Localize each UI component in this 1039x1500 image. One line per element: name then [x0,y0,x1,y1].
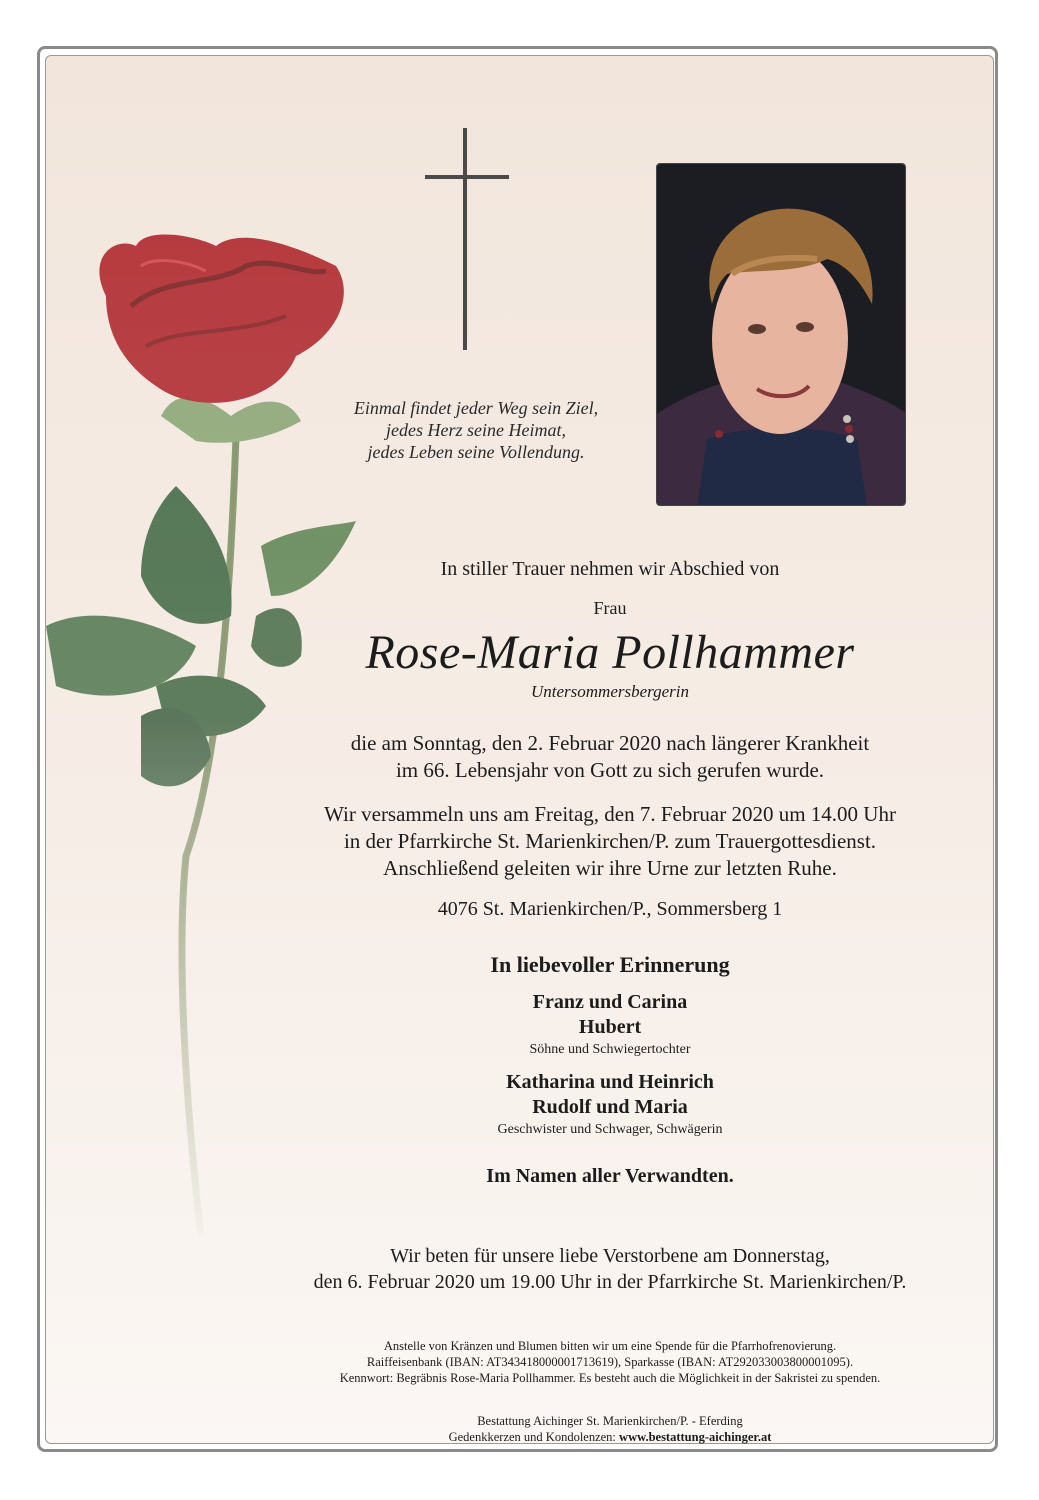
prayer-info [270,1243,950,1295]
footer [270,1413,950,1445]
deceased-name: Rose-Maria Pollhammer [365,626,855,679]
family-name: Katharina und Heinrich [506,1071,714,1093]
verse-line: jedes Herz seine Heimat, [386,420,566,440]
family-relation: Geschwister und Schwager, Schwägerin [497,1122,723,1137]
prayer-line: Wir beten für unsere liebe Verstorbene am Donnerstag, [390,1245,830,1267]
death-notice-line: im 66. Lebensjahr von Gott zu sich gerufen wurde. [395,758,825,782]
footer-prefix: Gedenkkerzen und Kondolenzen: [448,1430,620,1444]
family-name: Hubert [578,1016,642,1038]
donation-line: Kennwort: Begräbnis Rose-Maria Pollhammer. Es besteht auch die Möglichkeit in der Sakristei zu spenden. [339,1371,881,1385]
verse-line: Einmal findet jeder Weg sein Ziel, [353,398,599,418]
address: 4076 St. Marienkirchen/P., Sommersberg 1 [437,898,783,920]
footer-line: Bestattung Aichinger St. Marienkirchen/P. - Eferding [477,1414,743,1428]
intro-text: In stiller Trauer nehmen wir Abschied von [440,558,780,580]
portrait-photo [656,163,906,506]
all-relatives: Im Namen aller Verwandten. [486,1165,734,1187]
salutation: Frau [593,598,627,618]
service-line: Wir versammeln uns am Freitag, den 7. Februar 2020 um 14.00 Uhr [324,802,896,826]
donation-line: Anstelle von Kränzen und Blumen bitten wir um eine Spende für die Pfarrhofrenovierung. [383,1339,837,1353]
family-group [270,1070,950,1139]
family-name: Franz und Carina [532,991,688,1013]
family-name: Rudolf und Maria [532,1096,688,1118]
donation-info [270,1338,950,1386]
cross-icon [425,128,509,350]
death-notice [270,730,950,784]
death-notice-line: die am Sonntag, den 2. Februar 2020 nach längerer Krankheit [350,731,870,755]
service-line: Anschließend geleiten wir ihre Urne zur letzten Ruhe. [383,856,837,880]
website-link[interactable]: www.bestattung-aichinger.at [619,1430,772,1444]
verse-line: jedes Leben seine Vollendung. [367,442,585,462]
prayer-line: den 6. Februar 2020 um 19.00 Uhr in der Pfarrkirche St. Marienkirchen/P. [313,1271,907,1293]
service-line: in der Pfarrkirche St. Marienkirchen/P. zum Trauergottesdienst. [343,829,877,853]
family-relation: Söhne und Schwiegertochter [529,1042,691,1057]
origin: Untersommersbergerin [530,682,690,701]
memorial-verse [321,397,631,463]
donation-line: Raiffeisenbank (IBAN: AT343418000001713619), Sparkasse (IBAN: AT292033003800001095). [366,1355,854,1369]
family-group [270,990,950,1059]
footer-line [270,1429,950,1445]
memory-heading: In liebevoller Erinnerung [490,952,730,977]
service-info [270,801,950,882]
